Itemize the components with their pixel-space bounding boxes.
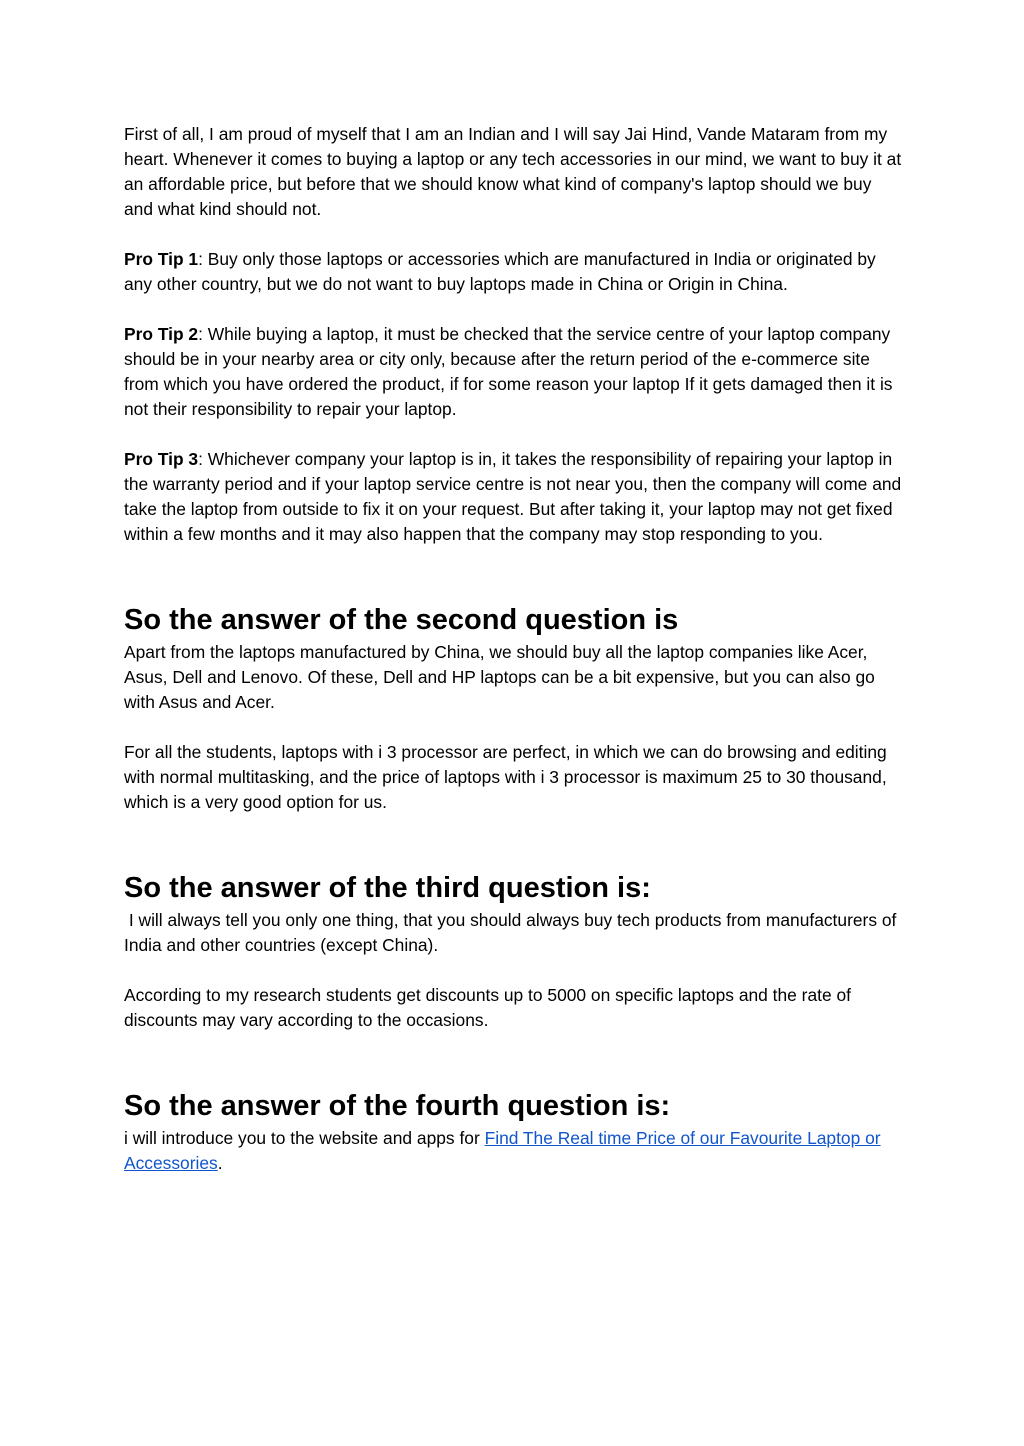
pro-tip-3-text: : Whichever company your laptop is in, it takes the responsibility of repairing your laptop in the warranty period and if your laptop service centre is not near you, then the company will come and take the laptop from outside to fix it on your request. But after taking it, your laptop may not get fixed within a few months and it may also happen that the company may stop responding to you. <box>124 449 902 544</box>
pro-tip-2-text: : While buying a laptop, it must be checked that the service centre of your laptop company should be in your nearby area or city only, because after the return period of the e-commerce site from which you have ordered the product, if for some reason your laptop If it gets damaged then it is not their responsibility to repair your laptop. <box>124 324 893 419</box>
section-2-paragraph-1: Apart from the laptops manufactured by China, we should buy all the laptop companies like Acer, Asus, Dell and Lenovo. Of these, Dell and HP laptops can be a bit expensive, but you can also go with Asus and Acer. <box>124 642 875 712</box>
pro-tip-1-label: Pro Tip 1 <box>124 249 199 269</box>
intro-paragraph: First of all, I am proud of myself that I am an Indian and I will say Jai Hind, Vande Mataram from my heart. Whenever it comes to buying a laptop or any tech accessories in our mind, we want to buy it at an affordable price, but before that we should know what kind of company's laptop should we buy and what kind should not. <box>124 124 902 219</box>
price-comparison-link[interactable]: Find The Real time Price of our Favourite Laptop or Accessories <box>124 1128 881 1173</box>
pro-tip-2 <box>124 322 904 422</box>
section-3-paragraph-1: I will always tell you only one thing, that you should always buy tech products from manufacturers of India and other countries (except China). <box>124 910 902 955</box>
pro-tip-3 <box>124 447 904 547</box>
section-4-period: . <box>217 1153 223 1173</box>
pro-tip-2-label: Pro Tip 2 <box>124 324 199 344</box>
section-4-heading: So the answer of the fourth question is: <box>124 1090 671 1122</box>
section-3-heading: So the answer of the third question is: <box>124 872 651 904</box>
section-2-paragraph-2: For all the students, laptops with i 3 processor are perfect, in which we can do browsing and editing with normal multitasking, and the price of laptops with i 3 processor is maximum 25 to 30 thousand, which is a very good option for us. <box>124 742 887 812</box>
document-page <box>124 122 904 1176</box>
pro-tip-1 <box>124 247 904 297</box>
pro-tip-1-text: : Buy only those laptops or accessories which are manufactured in India or originated by any other country, but we do not want to buy laptops made in China or Origin in China. <box>124 249 876 294</box>
section-4-paragraph <box>124 1126 904 1176</box>
pro-tip-3-label: Pro Tip 3 <box>124 449 199 469</box>
section-3-paragraph-2: According to my research students get discounts up to 5000 on specific laptops and the rate of discounts may vary according to the occasions. <box>124 985 851 1030</box>
section-4-text: i will introduce you to the website and apps for <box>124 1128 485 1148</box>
section-2-heading: So the answer of the second question is <box>124 604 679 636</box>
